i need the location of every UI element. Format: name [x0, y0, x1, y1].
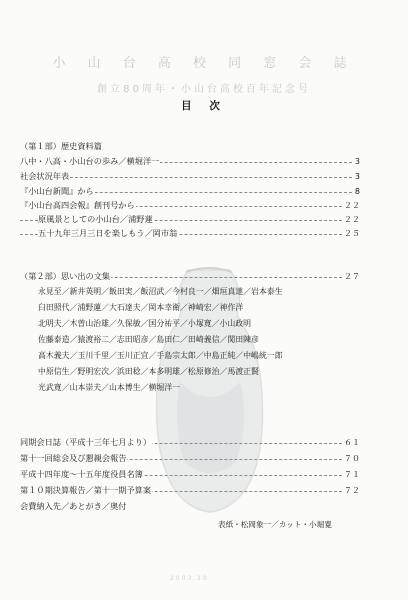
ghost-subtitle: 創立80周年・小山台高校百年記念号 [97, 84, 311, 95]
toc-entry-page: ７０ [344, 454, 360, 463]
toc-entry-title: 同期会日誌（平成十三年七月より） [20, 437, 152, 447]
author-names-line: 永見至／新井英明／飯田実／飯沼武／今村良一／畑垣真達／岩本泰生 [38, 287, 283, 296]
toc-entry-title: 原風景としての小山台／浦野蓮 [38, 214, 153, 224]
toc-entry-page: ６１ [344, 438, 360, 447]
contents-heading: 目 次 [181, 100, 227, 112]
author-names-line: 高木義夫／玉川千里／玉川正宜／手島宗太郎／中島正純／中嶋統一郎 [38, 351, 283, 360]
author-names-line: 光武寛／山本崇夫／山本博生／横堀洋一 [38, 383, 181, 392]
toc-entry [20, 468, 360, 481]
toc-entry [20, 270, 360, 283]
toc-entry-title: 八中・八高・小山台の歩み／横堀洋一 [20, 156, 160, 166]
toc-entry-title: 『小山台新聞』から [20, 186, 94, 196]
toc-entry-page: ２２ [344, 215, 360, 224]
toc-entry [20, 170, 360, 183]
toc-entry-page: ２２ [344, 201, 360, 210]
cover-credit: 表紙・松岡象一／カット・小堀寛 [218, 520, 332, 529]
toc-entry-title: 平成十四年度～十五年度役員名簿 [20, 469, 143, 479]
toc-entry-title: 会費納入先／あとがき／奥付 [20, 501, 127, 511]
toc-entry [20, 436, 360, 449]
toc-entry [20, 213, 360, 226]
part1-label: （第１部）歴史資料篇 [20, 141, 102, 151]
toc-entry [20, 185, 360, 198]
toc-entry-title: 社会状況年表 [20, 171, 70, 181]
author-names-line: 北明夫／木曽山治雄／久保敏／国分祐平／小塚寛／小山政明 [38, 319, 252, 328]
toc-entry-page: ７２ [344, 486, 360, 495]
author-names-line: 中原信生／野明宏次／浜田稔／本多明雄／松原修治／馬渡正賢 [38, 367, 259, 376]
toc-entry-page: ２５ [344, 229, 360, 238]
author-names-line: 臼田照代／浦野蓮／大石達夫／岡本幸衛／神崎宏／神作洋 [38, 303, 244, 312]
toc-entry-page: 3 [354, 172, 360, 181]
toc-entry [20, 500, 360, 513]
toc-entry-page: ２７ [344, 272, 360, 281]
toc-entry [20, 484, 360, 497]
part2-label: （第２部）思い出の文集 [20, 271, 111, 281]
toc-entry-page: 8 [354, 187, 360, 196]
footer-mark: 2003.10 [170, 575, 209, 582]
toc-entry-title: 五十九年三月三日を楽しもう／岡市翁 [38, 228, 178, 238]
toc-entry [20, 199, 360, 212]
toc-entry [20, 452, 360, 465]
ghost-title: 小 山 台 高 校 同 窓 会 誌 [52, 56, 356, 71]
toc-entry-title: 第１０期決算報告／第十一期予算案 [20, 485, 152, 495]
toc-entry-page: 3 [354, 157, 360, 166]
author-names-line: 佐藤泰造／猿渡裕二／志田昭彦／島田仁／田崎義信／関田陳彦 [38, 335, 259, 344]
toc-entry-title: 『小山台高四会報』創刊号から [20, 200, 135, 210]
toc-entry-title: 第十一回総会及び懇親会報告 [20, 453, 127, 463]
toc-entry [20, 227, 360, 240]
toc-entry [20, 155, 360, 168]
toc-entry-page: ７１ [344, 470, 360, 479]
